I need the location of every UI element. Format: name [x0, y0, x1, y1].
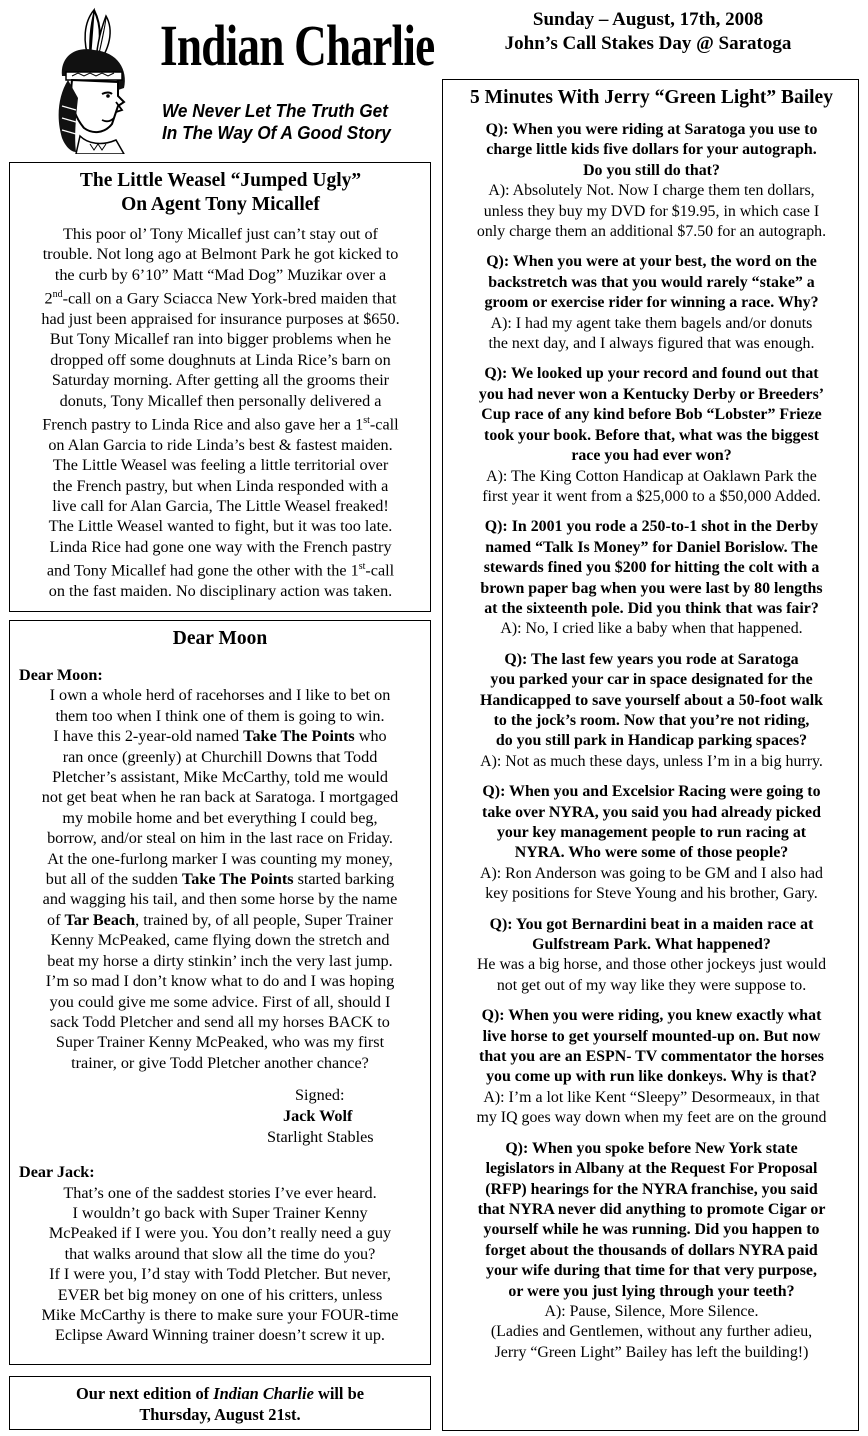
qa-block	[451, 1139, 852, 1363]
question-line: named “Talk Is Money” for Daniel Borislow. The	[485, 538, 818, 556]
qa-block	[451, 915, 852, 997]
letter-line: I have this 2-year-old named Take The Points who	[53, 727, 387, 746]
qa-block	[451, 120, 852, 242]
letter-line: and wagging his tail, and then some horse by the name	[42, 890, 398, 909]
next-edition-date: Thursday, August 21st.	[139, 1405, 301, 1424]
question-line: to the jock’s room. Now that you’re not riding,	[493, 711, 810, 729]
answer-line: He was a big horse, and those other jockeys just would	[476, 956, 827, 974]
answer-line: A): I had my agent take them bagels and/or donuts	[490, 314, 813, 332]
reply-line: I wouldn’t go back with Super Trainer Kenny	[72, 1203, 368, 1222]
question-line: Q): When you were riding at Saratoga you use to	[485, 121, 818, 138]
question-line: Gulfstream Park. What happened?	[532, 936, 771, 954]
date: Sunday – August, 17th, 2008	[532, 9, 764, 30]
reply-line: Mike McCarthy is there to make sure your FOUR-time	[41, 1305, 399, 1324]
story-headline: On Agent Tony Micallef	[121, 194, 320, 215]
story-line: trouble. Not long ago at Belmont Park he got kicked to	[42, 245, 399, 264]
qa-block	[451, 782, 852, 904]
answer-line: key positions for Steve Young and his brother, Gary.	[485, 885, 818, 903]
question-line: that you are an ESPN- TV commentator the horses	[479, 1048, 824, 1066]
tagline-line: In The Way Of A Good Story	[162, 122, 391, 143]
answer-line: first year it went from a $25,000 to a $50,000 Added.	[482, 487, 821, 505]
story-line: The Little Weasel wanted to fight, but it was too late.	[48, 517, 393, 536]
question-line: Q): In 2001 you rode a 250-to-1 shot in the Derby	[484, 518, 819, 536]
answer-line: A): Not as much these days, unless I’m in a big hurry.	[480, 752, 823, 770]
reply-line: EVER bet big money on one of his critters, unless	[57, 1285, 383, 1304]
story-line: on Alan Garcia to ride Linda’s best & fastest maiden.	[48, 435, 393, 454]
answer-line: my IQ goes way down when my feet are on the ground	[476, 1109, 827, 1127]
question-line: backstretch was that you would rarely “stake” a	[488, 273, 815, 291]
question-line: brown paper bag when you were last by 80 lengths	[480, 579, 823, 597]
question-line: do you still park in Handicap parking spaces?	[495, 732, 808, 750]
question-line: your key management people to run racing at	[496, 824, 807, 841]
letter-line: not get beat when he ran back at Saratoga. I mortgaged	[41, 788, 399, 807]
answer-line: only charge them an additional $7.50 for an autograph.	[476, 223, 827, 241]
answer-line: A): No, I cried like a baby when that happened.	[500, 620, 803, 638]
question-line: race you had ever won?	[571, 447, 732, 465]
signature-block	[267, 1085, 421, 1148]
tagline	[162, 100, 413, 144]
letter-line: them too when I think one of them is going to win.	[55, 706, 385, 725]
story-line: had just been appraised for insurance purposes at $650.	[41, 310, 400, 329]
question-line: that NYRA never did anything to promote Cigar or	[477, 1200, 826, 1218]
story-line: But Tony Micallef ran into bigger problems when he	[49, 330, 392, 349]
event-title: John’s Call Stakes Day @ Saratoga	[504, 33, 792, 54]
question-line: Q): We looked up your record and found out that	[484, 365, 819, 383]
letter-line: beat my horse a dirty stinkin’ inch the very last jump.	[47, 951, 393, 970]
story-line: Saturday morning. After getting all the grooms their	[51, 371, 390, 390]
qa-block	[451, 364, 852, 507]
question-line: you come up with run like donkeys. Why is that?	[486, 1068, 817, 1086]
question-line: stewards fined you $200 for hitting the colt with a	[483, 559, 820, 577]
letter-line: I’m so mad I don’t know what to do and I was hoping	[45, 972, 395, 991]
letter-line: but all of the sudden Take The Points started barking	[45, 870, 395, 889]
story-line: the curb by 6’10” Matt “Mad Dog” Muzikar over a	[54, 265, 387, 284]
answer-line: (Ladies and Gentlemen, without any further adieu,	[490, 1323, 813, 1341]
question-line: yourself while he was running. Did you happen to	[483, 1221, 820, 1239]
question-line: (RFP) hearings for the NYRA franchise, you said	[485, 1180, 818, 1198]
story-line: live call for Alan Garcia, The Little Weasel freaked!	[52, 497, 389, 516]
story-line: on the fast maiden. No disciplinary action was taken.	[48, 582, 393, 601]
question-line: Q): When you and Excelsior Racing were going to	[482, 783, 821, 801]
reply-body	[19, 1183, 421, 1346]
reply-line: McPeaked if I were you. You don’t really need a guy	[48, 1224, 392, 1243]
letter-line: you could give me some advice. First of all, should I	[49, 992, 391, 1011]
story-line: 2nd-call on a Gary Sciacca New York-bred maiden that	[44, 289, 397, 308]
qa-list	[451, 120, 852, 1363]
interview-headline: 5 Minutes With Jerry “Green Light” Bailey	[470, 87, 833, 108]
story-line: This poor ol’ Tony Micallef just can’t stay out of	[63, 225, 378, 243]
next-edition-line	[14, 1383, 426, 1404]
story-line: French pastry to Linda Rice and also gave her a 1st-call	[42, 415, 399, 434]
reply-line: If I were you, I’d stay with Todd Pletcher. But never,	[49, 1265, 391, 1284]
question-line: Q): When you were riding, you knew exactly what	[481, 1007, 822, 1025]
question-line: Cup race of any kind before Bob “Lobster” Frieze	[481, 406, 822, 424]
answer-line: unless they buy my DVD for $19.95, in which case I	[483, 202, 820, 220]
letter-body	[19, 685, 421, 1073]
question-line: you had never won a Kentucky Derby or Breeders’	[478, 385, 825, 403]
question-line: you parked your car in space designated for the	[490, 671, 813, 689]
qa-block	[451, 650, 852, 772]
question-line: or were you just lying through your teeth?	[508, 1282, 795, 1300]
next-edition-suffix: will be	[313, 1384, 364, 1403]
letter-line: borrow, and/or steal on him in the last race on Friday.	[47, 829, 393, 848]
qa-block	[451, 252, 852, 354]
letter-line: Pletcher’s assistant, Mike McCarthy, told me would	[52, 768, 388, 787]
signer-name: Jack Wolf	[283, 1107, 353, 1126]
story-line: Linda Rice had gone one way with the French pastry	[49, 537, 392, 556]
letter-line: trainer, or give Todd Pletcher another chance?	[71, 1053, 369, 1072]
story-line: dropped off some doughnuts at Linda Rice’s barn on	[50, 350, 391, 369]
question-line: Q): When you were at your best, the word on the	[486, 253, 817, 271]
bailey-interview-box	[442, 79, 859, 1431]
answer-line: the next day, and I always figured that was enough.	[488, 335, 815, 353]
question-line: Q): You got Bernardini beat in a maiden race at	[489, 915, 814, 933]
reply-salutation: Dear Jack:	[19, 1163, 95, 1182]
answer-line: not get out of my way like they were suppose to.	[496, 976, 807, 994]
question-line: Q): The last few years you rode at Saratoga	[504, 650, 799, 668]
story-body	[19, 224, 422, 601]
answer-line: A): I’m a lot like Kent “Sleepy” Desormeaux, in that	[483, 1088, 820, 1106]
question-line: Do you still do that?	[583, 161, 720, 179]
story-line: donuts, Tony Micallef then personally delivered a	[59, 391, 382, 410]
reply-line: that walks around that slow all the time do you?	[64, 1244, 376, 1263]
question-line: forget about the thousands of dollars NYRA paid	[485, 1241, 818, 1259]
reply-line: That’s one of the saddest stories I’ve ever heard.	[63, 1183, 377, 1202]
answer-line: A): The King Cotton Handicap at Oaklawn Park the	[486, 467, 817, 485]
question-line: NYRA. Who were some of those people?	[514, 844, 789, 862]
story-headline: The Little Weasel “Jumped Ugly”	[79, 170, 362, 191]
answer-line: A): Pause, Silence, More Silence.	[544, 1302, 759, 1320]
signed-label: Signed:	[295, 1086, 345, 1105]
column-headline: Dear Moon	[172, 628, 268, 649]
answer-line: Jerry “Green Light” Bailey has left the building!)	[494, 1343, 809, 1361]
letter-line: Kenny McPeaked, came flying down the stretch and	[50, 931, 390, 950]
letter-line: ran once (greenly) at Churchill Downs that Todd	[62, 747, 378, 766]
question-line: live horse to get yourself mounted-up on. But now	[482, 1027, 821, 1045]
letter-line: my mobile home and bet everything I could beg,	[62, 808, 378, 827]
reply-line: Eclipse Award Winning trainer doesn’t screw it up.	[55, 1326, 385, 1345]
story-line: The Little Weasel was feeling a little territorial over	[52, 456, 389, 475]
question-line: charge little kids five dollars for your autograph.	[486, 141, 817, 159]
qa-block	[451, 517, 852, 639]
letter-line: Super Trainer Kenny McPeaked, who was my first	[55, 1033, 385, 1052]
story-line: and Tony Micallef had gone the other with the 1st-call	[46, 561, 395, 580]
letter-line: sack Todd Pletcher and send all my horses BACK to	[50, 1012, 390, 1031]
dateline	[443, 8, 853, 56]
question-line: take over NYRA, you said you had already picked	[482, 803, 821, 821]
story-line: the French pastry, but when Linda responded with a	[52, 476, 389, 495]
question-line: Q): When you spoke before New York state	[505, 1139, 798, 1157]
question-line: Handicapped to save yourself about a 50-foot walk	[480, 691, 823, 709]
answer-line: A): Absolutely Not. Now I charge them ten dollars,	[488, 182, 815, 200]
dear-moon-box	[9, 620, 431, 1365]
weasel-story-box	[9, 162, 431, 612]
next-edition-paper: Indian Charlie	[213, 1384, 314, 1403]
paper-title: Indian Charlie	[160, 13, 435, 78]
question-line: at the sixteenth pole. Did you think that was fair?	[484, 599, 819, 617]
letter-line: of Tar Beach, trained by, of all people, Super Trainer	[46, 910, 394, 929]
question-line: took your book. Before that, what was the biggest	[484, 426, 819, 444]
next-edition-prefix: Our next edition of	[76, 1384, 214, 1403]
indian-chief-head-icon	[32, 6, 150, 154]
tagline-line: We Never Let The Truth Get	[162, 100, 388, 121]
signer-stable: Starlight Stables	[267, 1128, 374, 1147]
next-edition-box	[9, 1376, 431, 1430]
question-line: legislators in Albany at the Request For Proposal	[485, 1160, 818, 1178]
letter-salutation: Dear Moon:	[19, 666, 103, 684]
question-line: groom or exercise rider for winning a race. Why?	[484, 294, 819, 312]
answer-line: A): Ron Anderson was going to be GM and I also had	[480, 864, 823, 882]
qa-block	[451, 1006, 852, 1128]
question-line: your wife during that time for that very purpose,	[486, 1262, 817, 1280]
letter-line: At the one-furlong marker I was counting my money,	[47, 849, 393, 868]
letter-line: I own a whole herd of racehorses and I like to bet on	[49, 686, 391, 705]
